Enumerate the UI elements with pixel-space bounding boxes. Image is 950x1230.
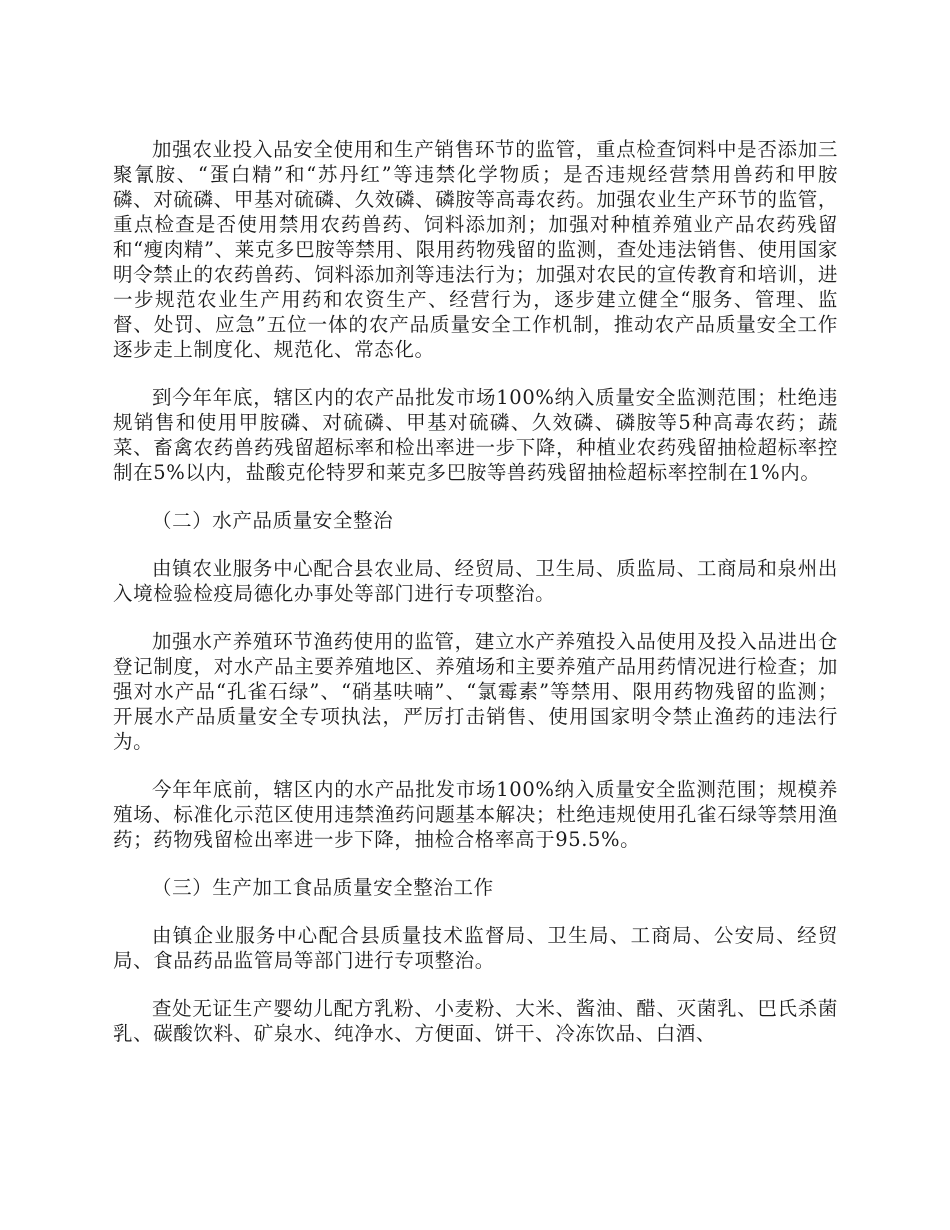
paragraph-aquatic-departments: 由镇农业服务中心配合县农业局、经贸局、卫生局、质监局、工商局和泉州出入境检验检疫局德化办事处等部门进行专项整治。 [113,557,838,605]
paragraph-agricultural-inputs: 加强农业投入品安全使用和生产销售环节的监管，重点检查饲料中是否添加三聚氰胺、“蛋白精”和“苏丹红”等违禁化学物质；是否违规经营禁用兽药和甲胺磷、对硫磷、甲基对硫磷、久效磷、磷胺等高毒农药。加强农业生产环节的监管，重点检查是否使用禁用农药兽药、饲料添加剂；加强对种植养殖业产品农药残留和“瘦肉精”、莱克多巴胺等禁用、限用药物残留的监测，查处违法销售、使用国家明令禁止的农药兽药、饲料添加剂等违法行为；加强对农民的宣传教育和培训，进一步规范农业生产用药和农资生产、经营行为，逐步建立健全“服务、管理、监督、处罚、应急”五位一体的农产品质量安全工作机制，推动农产品质量安全工作逐步走上制度化、规范化、常态化。 [113,138,838,361]
paragraph-processed-food-departments: 由镇企业服务中心配合县质量技术监督局、卫生局、工商局、公安局、经贸局、食品药品监管局等部门进行专项整治。 [113,924,838,972]
document-body [113,137,838,1069]
paragraph-aquatic-targets: 今年年底前，辖区内的水产品批发市场100%纳入质量安全监测范围；规模养殖场、标准化示范区使用违禁渔药问题基本解决；杜绝违规使用孔雀石绿等禁用渔药；药物残留检出率进一步下降，抽检合格率高于95.5%。 [113,778,838,851]
paragraph-year-end-targets: 到今年年底，辖区内的农产品批发市场100%纳入质量安全监测范围；杜绝违规销售和使用甲胺磷、对硫磷、甲基对硫磷、久效磷、磷胺等5种高毒农药；蔬菜、畜禽农药兽药残留超标率和检出率进一步下降，种植业农药残留抽检超标率控制在5%以内，盐酸克伦特罗和莱克多巴胺等兽药残留抽检超标率控制在1%内。 [113,386,838,484]
section-heading-processed-food: （三）生产加工食品质量安全整治工作 [152,876,494,899]
section-heading-aquatic: （二）水产品质量安全整治 [152,509,394,532]
paragraph-aquatic-supervision: 加强水产养殖环节渔药使用的监管，建立水产养殖投入品使用及投入品进出仓登记制度，对水产品主要养殖地区、养殖场和主要养殖产品用药情况进行检查；加强对水产品“孔雀石绿”、“硝基呋喃”、“氯霉素”等禁用、限用药物残留的监测；开展水产品质量安全专项执法，严厉打击销售、使用国家明令禁止渔药的违法行为。 [113,630,838,753]
paragraph-unlicensed-production: 查处无证生产婴幼儿配方乳粉、小麦粉、大米、酱油、醋、灭菌乳、巴氏杀菌乳、碳酸饮料、矿泉水、纯净水、方便面、饼干、冷冻饮品、白酒、 [113,997,838,1045]
